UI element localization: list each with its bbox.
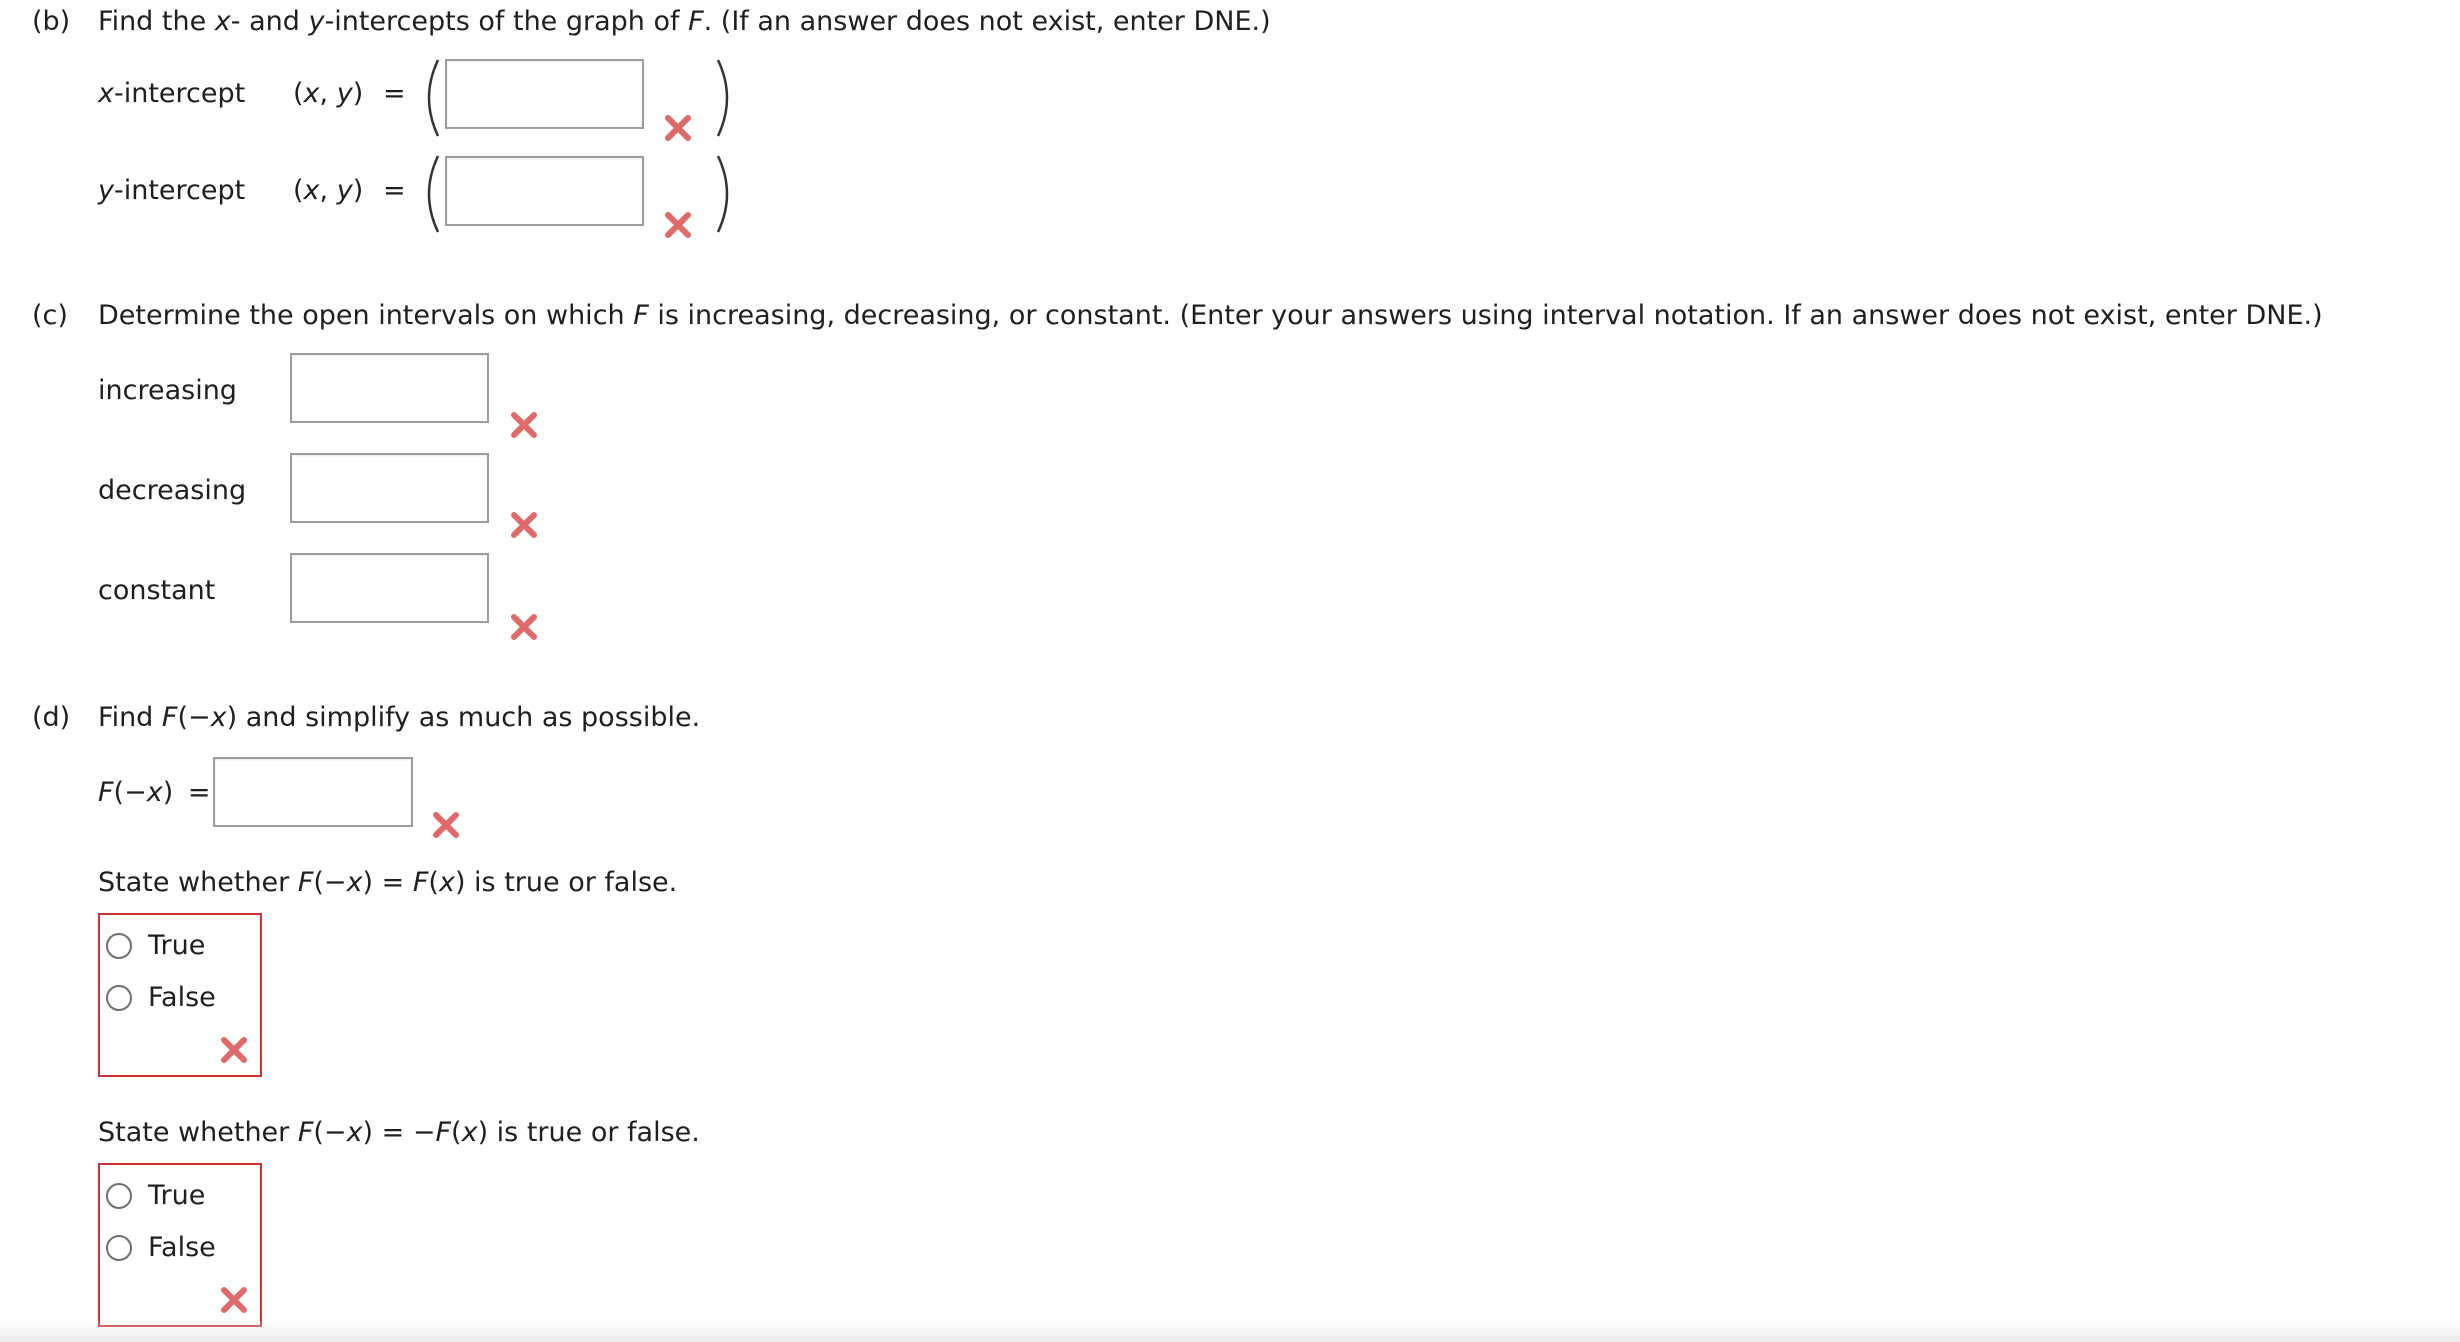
part-c-question: Determine the open intervals on which F is increasing, decreasing, or constant. (Enter your answers using interval notation. If an answer does not exist, enter DNE.) [98,300,2323,331]
part-c-label: (c) [32,300,68,331]
decreasing-input[interactable] [290,453,489,523]
left-paren-icon [414,152,444,236]
constant-label: constant [98,575,216,606]
y-intercept-label: y-intercept [98,175,246,206]
state-even-question: State whether F(−x) = F(x) is true or false. [98,867,678,898]
x-intercept-pair: (x, y) [293,78,364,109]
radio-false[interactable] [106,1235,132,1261]
state-odd-radio-group [98,1163,262,1327]
x-intercept-label: x-intercept [98,78,246,109]
increasing-label: increasing [98,375,237,406]
f-neg-x-label: F(−x) = [98,777,211,808]
f-neg-x-input[interactable] [213,757,413,827]
x-mark-icon [509,612,539,642]
x-mark-icon [509,410,539,440]
x-mark-icon [219,1285,249,1315]
decreasing-label: decreasing [98,475,247,506]
radio-true-label[interactable]: True [148,930,206,961]
right-paren-icon [712,56,742,140]
part-b-label: (b) [32,6,71,37]
x-mark-icon [663,113,693,143]
increasing-input[interactable] [290,353,489,423]
state-even-radio-group [98,913,262,1077]
x-intercept-input[interactable] [445,59,644,129]
radio-true[interactable] [106,1183,132,1209]
x-mark-icon [509,510,539,540]
radio-false[interactable] [106,985,132,1011]
radio-false-label[interactable]: False [148,982,216,1013]
x-mark-icon [219,1035,249,1065]
part-d-question: Find F(−x) and simplify as much as possible. [98,702,701,733]
radio-true-label[interactable]: True [148,1180,206,1211]
part-b-question: Find the x- and y-intercepts of the graph of F. (If an answer does not exist, enter DNE.) [98,6,1271,37]
y-intercept-input[interactable] [445,156,644,226]
radio-true[interactable] [106,933,132,959]
y-intercept-equals: = [383,175,406,206]
x-mark-icon [431,810,461,840]
constant-input[interactable] [290,553,489,623]
radio-false-label[interactable]: False [148,1232,216,1263]
y-intercept-pair: (x, y) [293,175,364,206]
part-d-label: (d) [32,702,71,733]
x-mark-icon [663,210,693,240]
page-bottom-shadow [0,1320,2460,1342]
x-intercept-equals: = [383,78,406,109]
state-odd-question: State whether F(−x) = −F(x) is true or false. [98,1117,700,1148]
left-paren-icon [414,56,444,140]
right-paren-icon [712,152,742,236]
